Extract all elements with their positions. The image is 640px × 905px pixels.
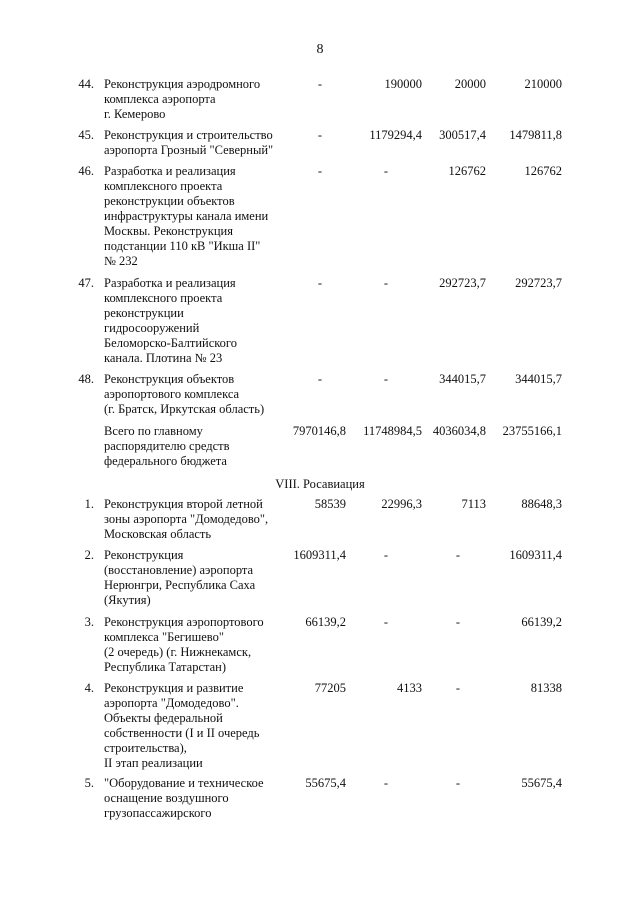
value-col3: -: [455, 776, 461, 790]
row-number: 48.: [78, 372, 94, 386]
value-col3: 300517,4: [439, 128, 486, 142]
row-name: Реконструкция и строительство аэропорта Грозный "Северный": [104, 128, 274, 157]
total-col3: 4036034,8: [432, 424, 486, 438]
value-col4: 292723,7: [515, 276, 562, 290]
value-col1: 66139,2: [305, 615, 346, 629]
total-col4: 23755166,1: [502, 424, 562, 438]
value-col3: 7113: [461, 497, 486, 511]
value-col2: 1179294,4: [369, 128, 422, 142]
section-title: VIII. Росавиация: [275, 477, 365, 491]
row-number: 4.: [84, 681, 94, 695]
value-col2: 22996,3: [381, 497, 422, 511]
value-col4: 210000: [524, 77, 562, 91]
row-number: 5.: [84, 776, 94, 790]
value-col2: -: [383, 372, 389, 386]
value-col2: -: [383, 164, 389, 178]
total-label: Всего по главному распорядителю средств федерального бюджета: [104, 424, 230, 468]
value-col4: 88648,3: [521, 497, 562, 511]
value-col3: 292723,7: [439, 276, 486, 290]
total-col1: 7970146,8: [292, 424, 346, 438]
value-col4: 1479811,8: [509, 128, 562, 142]
value-col2: -: [383, 276, 389, 290]
value-col1: -: [317, 77, 323, 91]
value-col2: 4133: [397, 681, 422, 695]
row-name: Реконструкция (восстановление) аэропорта Нерюнгри, Республика Саха (Якутия): [104, 548, 256, 607]
value-col4: 81338: [530, 681, 562, 695]
row-number: 44.: [78, 77, 94, 91]
value-col2: -: [383, 548, 389, 562]
value-col2: -: [383, 615, 389, 629]
row-number: 47.: [78, 276, 94, 290]
row-name: Реконструкция и развитие аэропорта "Домодедово". Объекты федеральной собственности (I и II очередь строительства), II этап реализации: [104, 681, 260, 770]
value-col3: 126762: [448, 164, 486, 178]
value-col3: -: [455, 681, 461, 695]
row-name: Реконструкция объектов аэропортового комплекса (г. Братск, Иркутская область): [104, 372, 265, 416]
row-number: 46.: [78, 164, 94, 178]
row-name: "Оборудование и техническое оснащение воздушного грузопассажирского: [104, 776, 264, 820]
row-number: 1.: [84, 497, 94, 511]
value-col1: 55675,4: [305, 776, 346, 790]
row-number: 3.: [84, 615, 94, 629]
value-col3: -: [455, 615, 461, 629]
value-col4: 1609311,4: [509, 548, 562, 562]
row-name: Реконструкция второй летной зоны аэропорта "Домодедово", Московская область: [104, 497, 269, 541]
value-col3: -: [455, 548, 461, 562]
row-number: 2.: [84, 548, 94, 562]
page-number: 8: [316, 42, 324, 57]
value-col2: -: [383, 776, 389, 790]
row-name: Разработка и реализация комплексного проекта реконструкции гидросооружений Беломорско-Балтийского канала. Плотина № 23: [104, 276, 238, 365]
row-name: Реконструкция аэропортового комплекса "Бегишево" (2 очередь) (г. Нижнекамск, Республика Татарстан): [104, 615, 264, 674]
value-col3: 344015,7: [439, 372, 486, 386]
value-col2: 190000: [384, 77, 422, 91]
row-number: 45.: [78, 128, 94, 142]
value-col1: -: [317, 164, 323, 178]
value-col3: 20000: [454, 77, 486, 91]
value-col1: 58539: [314, 497, 346, 511]
row-name: Разработка и реализация комплексного проекта реконструкции объектов инфраструктуры канала имени Москвы. Реконструкция подстанции 110 кВ "Икша II" № 232: [104, 164, 269, 268]
value-col1: 1609311,4: [293, 548, 346, 562]
total-col2: 11748984,5: [363, 424, 422, 438]
value-col4: 126762: [524, 164, 562, 178]
value-col1: 77205: [314, 681, 346, 695]
value-col1: -: [317, 276, 323, 290]
value-col4: 344015,7: [515, 372, 562, 386]
value-col1: -: [317, 128, 323, 142]
row-name: Реконструкция аэродромного комплекса аэропорта г. Кемерово: [104, 77, 261, 121]
value-col4: 66139,2: [521, 615, 562, 629]
value-col4: 55675,4: [521, 776, 562, 790]
value-col1: -: [317, 372, 323, 386]
